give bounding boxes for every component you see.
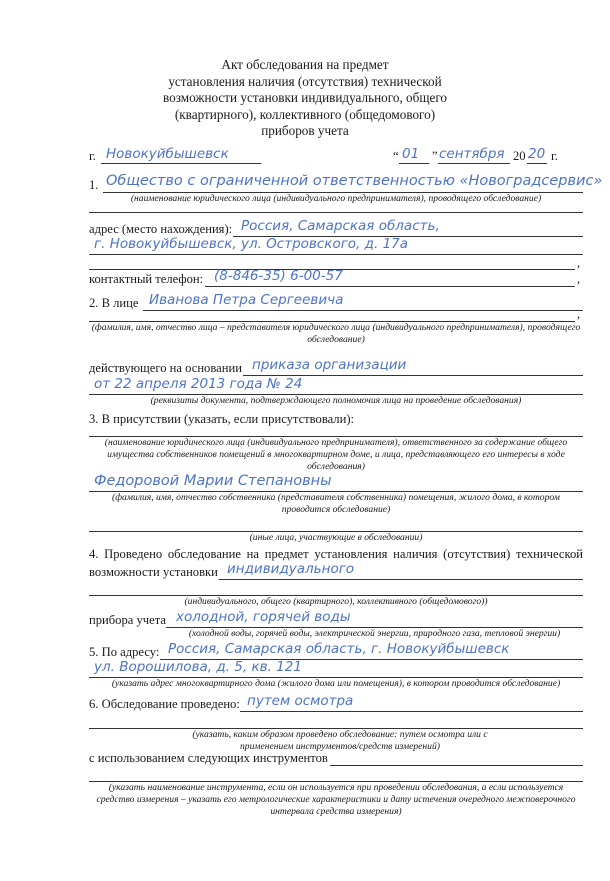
- day-underline: [399, 163, 429, 164]
- month-underline: [438, 163, 510, 164]
- s5-label: 5. По адресу:: [89, 645, 160, 659]
- s1-address-label: адрес (место нахождения):: [89, 222, 233, 236]
- city-prefix: г.: [89, 149, 96, 163]
- city-value: Новокуйбышевск: [106, 146, 229, 162]
- s4-install-type: индивидуального: [227, 561, 355, 577]
- s1-phone-underline: [205, 286, 575, 287]
- s2-comma: ,: [577, 307, 581, 321]
- s1-phone-comma: ,: [577, 272, 581, 286]
- s2-basis-line2: от 22 апреля 2013 года № 24: [94, 376, 303, 392]
- s2-person-underline: [143, 310, 583, 311]
- s5-address-line1: Россия, Самарская область, г. Новокуйбышевск: [168, 641, 510, 657]
- s1-number: 1.: [89, 178, 99, 192]
- year-suffix: 20: [528, 146, 546, 162]
- date-quote-close: ”: [432, 149, 438, 163]
- s3-caption-c: (иные лица, участвующие в обследовании): [249, 532, 423, 543]
- s2-basis-label: действующего на основании: [89, 361, 242, 375]
- s1-org-name: Общество с ограниченной ответственностью «Новоградсервис»: [106, 173, 603, 189]
- s4-install-underline: [219, 579, 583, 580]
- date-month: сентября: [439, 146, 505, 162]
- s4-caption-type: (индивидуального, общего (квартирного), коллективного (общедомового)): [184, 596, 488, 607]
- s2-person-name: Иванова Петра Сергеевича: [149, 292, 344, 308]
- s6-label: 6. Обследование проведено:: [89, 697, 240, 711]
- year-prefix: 20: [513, 149, 526, 163]
- s6-method: путем осмотра: [247, 693, 354, 709]
- year-label: г.: [551, 149, 558, 163]
- s5-caption: (указать адрес многоквартирного дома (жилого дома или помещения), в котором проводится обследование): [111, 678, 561, 689]
- s2-label: 2. В лице: [89, 296, 139, 310]
- s1-address-line2: г. Новокуйбышевск, ул. Островского, д. 17а: [94, 236, 409, 252]
- s2-basis-caption: (реквизиты документа, подтверждающего полномочия лица на проведение обследования): [150, 395, 522, 406]
- s1-blank-line: [89, 212, 583, 213]
- s2-person-caption: (фамилия, имя, отчество лица – представителя юридического лица (индивидуального предпринимателя), проводящего обследование): [91, 322, 581, 345]
- s3-owner-name: Федоровой Марии Степановны: [94, 473, 332, 489]
- s1-org-caption: (наименование юридического лица (индивидуального предпринимателя), проводящего обследование): [130, 193, 542, 204]
- s3-label: 3. В присутствии (указать, если присутствовали):: [89, 412, 355, 426]
- s6-tools-underline: [330, 765, 583, 766]
- s1-address-line1: Россия, Самарская область,: [241, 218, 440, 234]
- s4-meter-value: холодной, горячей воды: [176, 609, 351, 625]
- s3-caption-a: (наименование юридического лица (индивидуального предпринимателя), ответственного за содержание общего имущества собственников помещений в многоквартирном доме, и лица, представляющего его интересы в ходе обследования): [104, 437, 568, 472]
- s6-caption-tools: (указать наименование инструмента, если он используется при проведении обследования, а если используется средство измерения – указать его метрологические характеристики и дату истечения очередного межповерочного интервала средства измерения): [96, 782, 576, 817]
- s3-caption-b: (фамилия, имя, отчество собственника (представителя собственника) помещения, жилого дома, в котором проводится обследование): [112, 492, 560, 515]
- date-quote-open: “: [393, 149, 399, 163]
- s1-address-comma: ,: [577, 256, 581, 270]
- year-underline: [527, 163, 547, 164]
- s1-phone-value: (8-846-35) 6-00-57: [214, 268, 343, 284]
- s1-phone-label: контактный телефон:: [89, 272, 204, 286]
- city-underline: [101, 163, 261, 164]
- s6-tools-label: с использованием следующих инструментов: [89, 751, 328, 765]
- s4-caption-meter: (холодной воды, горячей воды, электрической энергии, природного газа, тепловой энергии): [188, 628, 561, 639]
- s5-address-line2: ул. Ворошилова, д. 5, кв. 121: [94, 659, 302, 675]
- s4-text-line1: 4. Проведено обследование на предмет установления наличия (отсутствия) технической: [89, 547, 583, 561]
- s4-meter-label: прибора учета: [89, 613, 166, 627]
- s1-address-underline2: [89, 254, 583, 255]
- s4-text-line2: возможности установки: [89, 565, 218, 579]
- s6-caption: (указать, каким образом проведено обследование: путем осмотра или с применением инструментов/средств измерений): [192, 729, 488, 752]
- document-title: Акт обследования на предмет установления наличия (отсутствия) технической возможности установки индивидуального, общего (квартирного), коллективного (общедомового) приборов учета: [162, 57, 448, 138]
- s6-method-underline: [240, 711, 583, 712]
- date-day: 01: [402, 146, 420, 162]
- s2-basis-line1: приказа организации: [252, 357, 407, 373]
